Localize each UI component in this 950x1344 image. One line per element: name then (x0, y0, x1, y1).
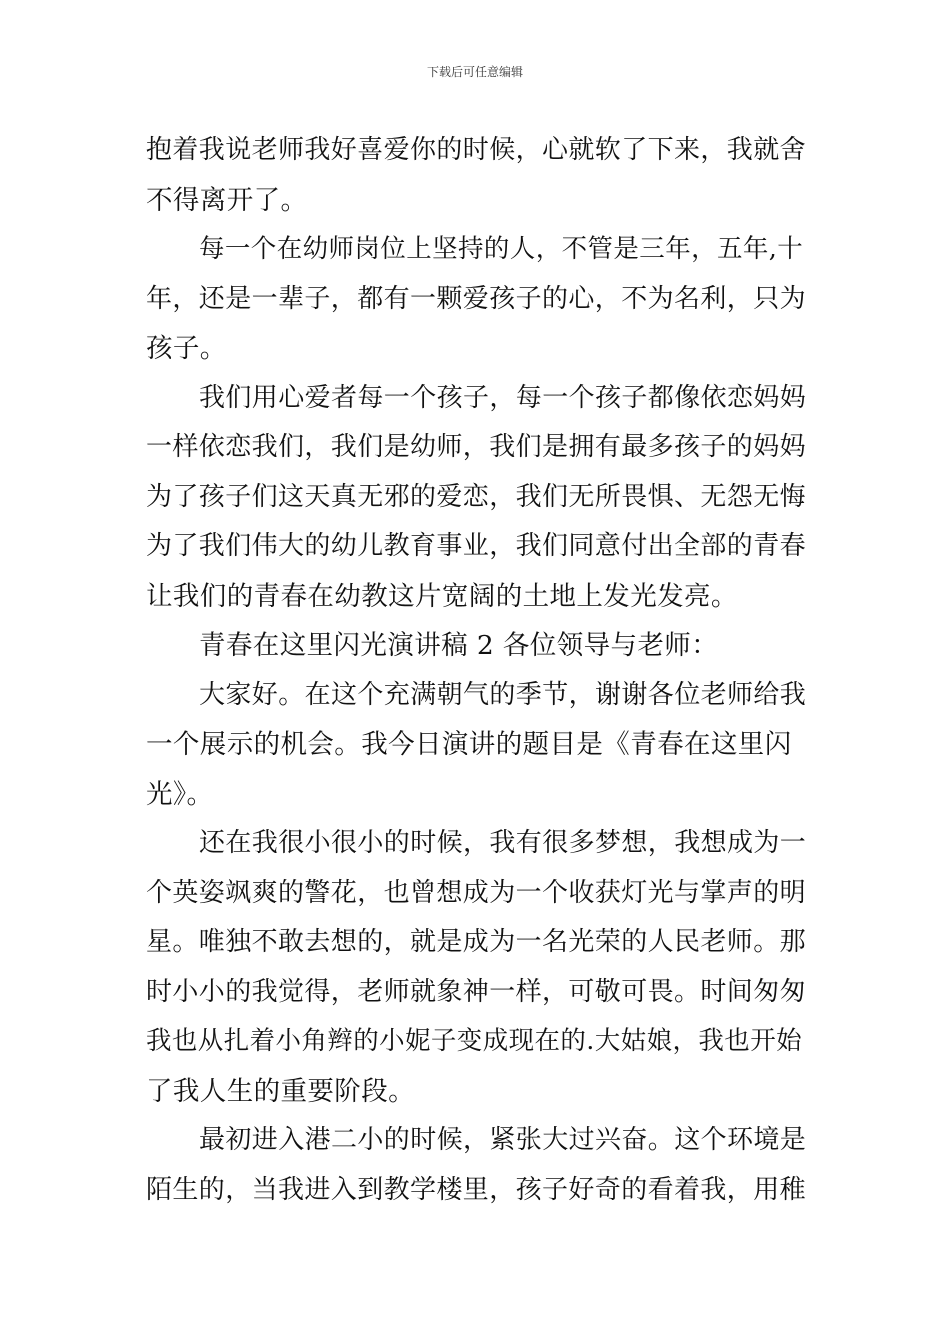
text-line: 最初进入港二小的时候，紧张大过兴奋。这个环境是 (199, 1125, 807, 1155)
text-line: 年，还是一辈子，都有一颗爱孩子的心，不为名利，只为 (146, 283, 807, 314)
text-line: 还在我很小很小的时候，我有很多梦想，我想成为一 (199, 828, 807, 858)
text-line: 时小小的我觉得，老师就象神一样，可敬可畏。时间匆匆 (146, 976, 807, 1007)
document-body (146, 126, 814, 1215)
text-line: 为了我们伟大的幼儿教育事业，我们同意付出全部的青春 (146, 531, 807, 561)
text-line: 了我人生的重要阶段。 (146, 1075, 415, 1107)
page-header: 下载后可任意编辑 (426, 65, 523, 79)
text-line: 我们用心爱者每一个孩子，每一个孩子都像依恋妈妈 (199, 382, 807, 413)
text-line: 光》。 (146, 778, 214, 810)
text-line: 不得离开了。 (146, 184, 308, 216)
text-line: 大家好。在这个充满朝气的季节，谢谢各位老师给我 (199, 679, 807, 710)
text-line: 个英姿飒爽的警花，也曾想成为一个收获灯光与掌声的明 (146, 877, 807, 908)
text-line: 陌生的，当我进入到教学楼里，孩子好奇的看着我，用稚 (146, 1174, 807, 1205)
text-line: 每一个在幼师岗位上坚持的人，不管是三年，五年,十 (199, 234, 804, 264)
text-line: 让我们的青春在幼教这片宽阔的土地上发光发亮。 (146, 580, 738, 612)
text-line: 抱着我说老师我好喜爱你的时候，心就软了下来，我就舍 (146, 135, 807, 165)
text-line: 星。唯独不敢去想的，就是成为一名光荣的人民老师。那 (146, 927, 807, 957)
text-line: 孩子。 (146, 333, 227, 364)
text-line: 一样依恋我们，我们是幼师，我们是拥有最多孩子的妈妈 (146, 432, 807, 462)
text-line: 为了孩子们这天真无邪的爱恋，我们无所畏惧、无怨无悔 (146, 481, 807, 512)
text-line: 青春在这里闪光演讲稿 2 各位领导与老师： (199, 630, 719, 661)
text-line: 一个展示的机会。我今日演讲的题目是《青春在这里闪 (146, 729, 792, 760)
text-line: 我也从扎着小角辫的小妮子变成现在的.大姑娘，我也开始 (146, 1026, 803, 1056)
